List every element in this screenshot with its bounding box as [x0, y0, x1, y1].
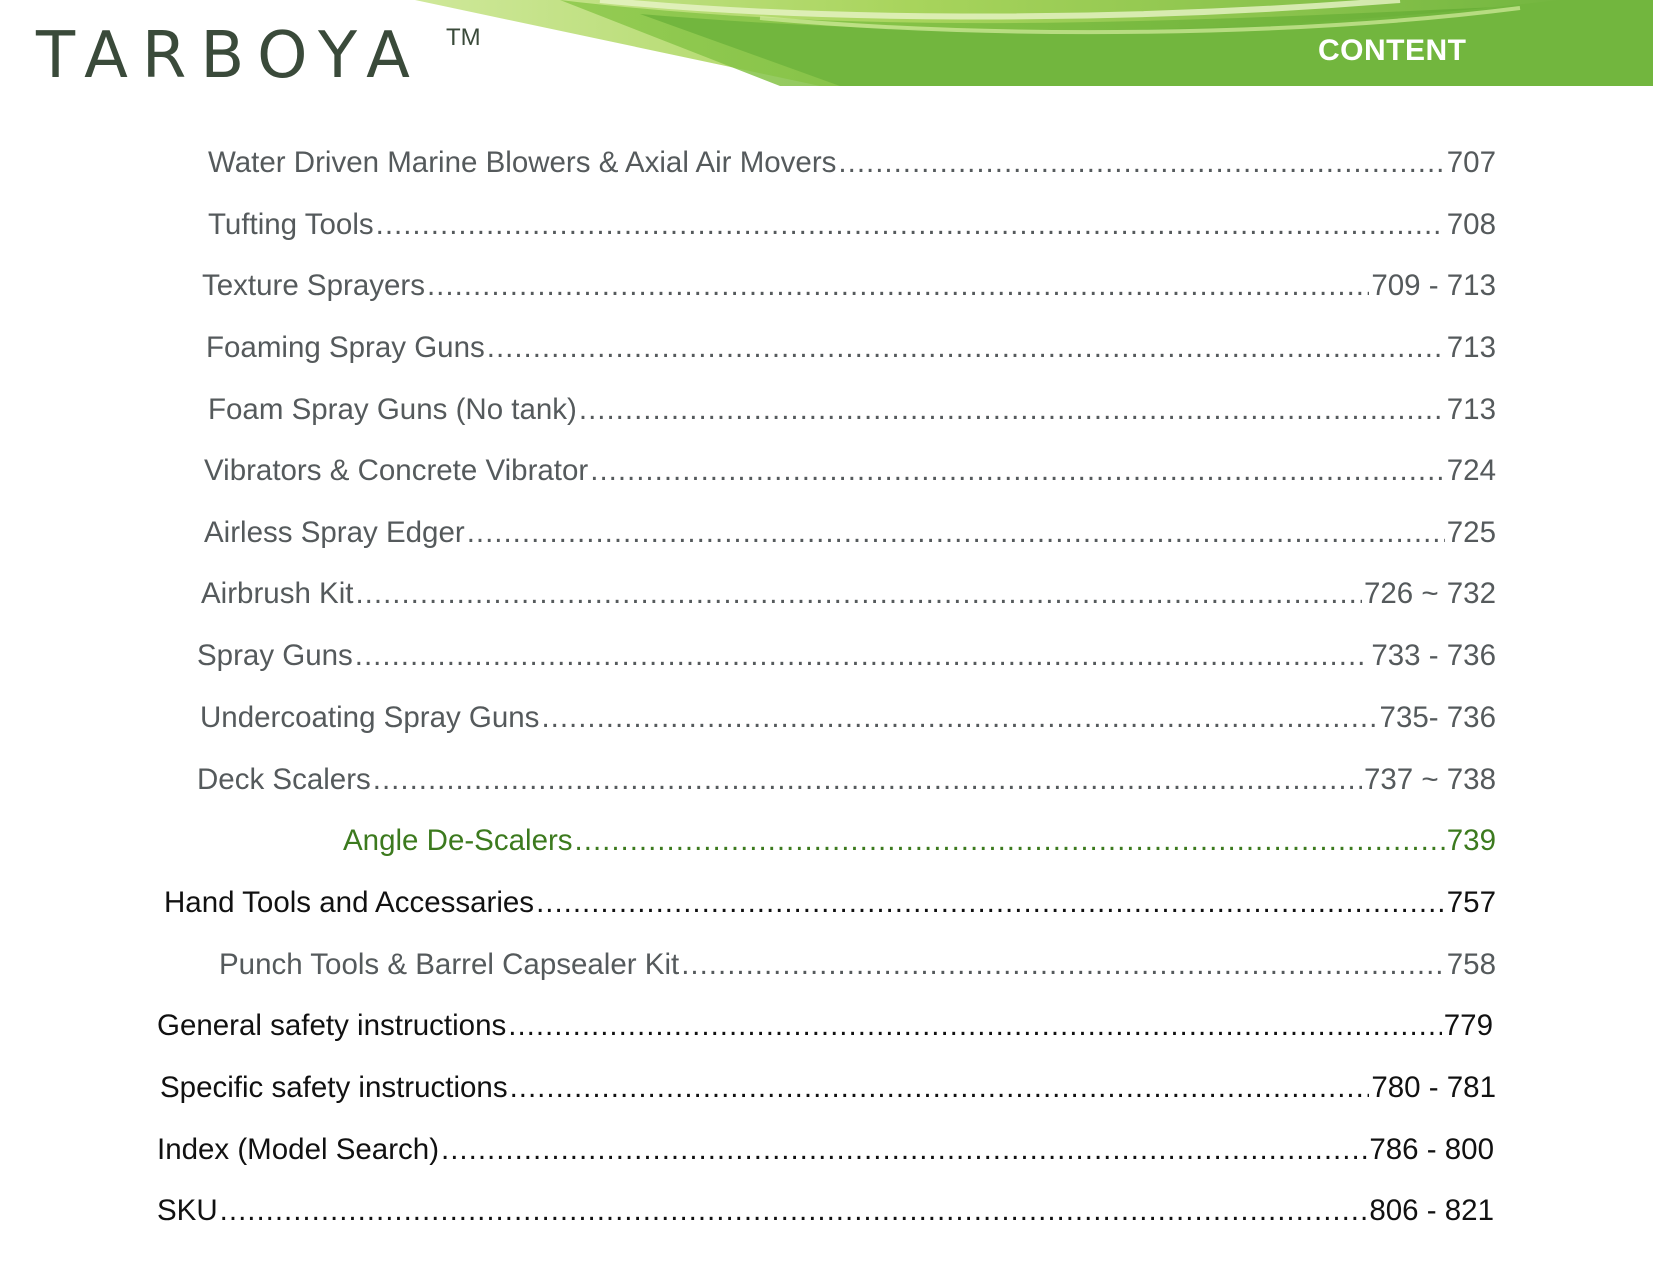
dot-leader	[575, 824, 1445, 858]
toc-entry-label: Tufting Tools	[208, 208, 374, 241]
toc-entry-page: 758	[1446, 948, 1496, 981]
dot-leader	[355, 639, 1370, 673]
dot-leader	[441, 1133, 1367, 1167]
toc-entry-label: SKU	[157, 1194, 218, 1227]
toc-entry[interactable]	[164, 886, 1496, 926]
toc-entry-page: 757	[1446, 886, 1496, 919]
toc-entry[interactable]	[200, 701, 1496, 741]
toc-entry-page: 735- 736	[1379, 701, 1496, 734]
toc-entry[interactable]	[208, 208, 1496, 248]
toc-entry-label: Hand Tools and Accessaries	[164, 886, 535, 919]
toc-entry-label: Vibrators & Concrete Vibrator	[204, 454, 589, 487]
toc-entry[interactable]	[343, 824, 1496, 864]
dot-leader	[510, 1071, 1370, 1105]
toc-entry-label: Texture Sprayers	[202, 269, 425, 302]
dot-leader	[487, 331, 1445, 365]
dot-leader	[541, 701, 1377, 735]
toc-entry-label: Angle De-Scalers	[343, 824, 573, 857]
toc-entry[interactable]	[201, 577, 1496, 617]
dot-leader	[376, 208, 1445, 242]
toc-entry[interactable]	[157, 1009, 1493, 1049]
toc-entry-label: Punch Tools & Barrel Capsealer Kit	[219, 948, 680, 981]
brand-logo	[36, 18, 424, 93]
toc-entry-label: Water Driven Marine Blowers & Axial Air Movers	[208, 146, 837, 179]
toc-entry-page: 709 - 713	[1371, 269, 1496, 302]
toc-entry-page: 779	[1443, 1009, 1493, 1042]
dot-leader	[838, 146, 1444, 180]
toc-entry[interactable]	[197, 763, 1496, 803]
toc-entry[interactable]	[202, 269, 1496, 309]
toc-entry[interactable]	[219, 948, 1496, 988]
toc-entry-label: Specific safety instructions	[160, 1071, 508, 1104]
toc-entry[interactable]	[206, 331, 1496, 371]
toc-entry-page: 737 ~ 738	[1363, 763, 1496, 796]
dot-leader	[536, 886, 1445, 920]
toc-entry[interactable]	[160, 1071, 1496, 1111]
toc-entry[interactable]	[197, 639, 1496, 679]
section-title: CONTENT	[1318, 34, 1467, 67]
brand-wordmark: TARBOYA	[36, 19, 424, 93]
toc-entry-label: General safety instructions	[157, 1009, 507, 1042]
toc-entry[interactable]	[208, 146, 1496, 186]
dot-leader	[427, 269, 1369, 303]
toc-entry[interactable]	[204, 454, 1496, 494]
toc-entry[interactable]	[157, 1194, 1494, 1234]
toc-entry-page: 725	[1446, 516, 1496, 549]
toc-entry-page: 713	[1446, 393, 1496, 426]
toc-entry-page: 733 - 736	[1371, 639, 1496, 672]
toc-entry[interactable]	[157, 1133, 1494, 1173]
dot-leader	[590, 454, 1445, 488]
dot-leader	[355, 577, 1361, 611]
toc-entry-page: 713	[1446, 331, 1496, 364]
toc-entry-page: 707	[1446, 146, 1496, 179]
page-header	[0, 0, 1653, 100]
toc-entry-page: 724	[1446, 454, 1496, 487]
toc-entry-label: Foaming Spray Guns	[206, 331, 485, 364]
dot-leader	[467, 516, 1445, 550]
toc-entry-page: 708	[1446, 208, 1496, 241]
dot-leader	[373, 763, 1362, 797]
toc-entry-label: Foam Spray Guns (No tank)	[208, 393, 577, 426]
dot-leader	[681, 948, 1445, 982]
dot-leader	[579, 393, 1445, 427]
dot-leader	[220, 1194, 1368, 1228]
trademark-mark: TM	[446, 24, 481, 51]
toc-entry-label: Airbrush Kit	[201, 577, 354, 610]
toc-entry-label: Airless Spray Edger	[204, 516, 465, 549]
toc-entry-label: Undercoating Spray Guns	[200, 701, 540, 734]
toc-entry-page: 726 ~ 732	[1363, 577, 1496, 610]
toc-entry-label: Spray Guns	[197, 639, 353, 672]
toc-entry-page: 806 - 821	[1369, 1194, 1494, 1227]
toc-entry[interactable]	[204, 516, 1496, 556]
toc-entry[interactable]	[208, 393, 1496, 433]
toc-entry-label: Index (Model Search)	[157, 1133, 440, 1166]
dot-leader	[508, 1009, 1442, 1043]
toc-entry-page: 780 - 781	[1371, 1071, 1496, 1104]
toc-entry-page: 786 - 800	[1369, 1133, 1494, 1166]
toc-entry-page: 739	[1446, 824, 1496, 857]
toc-entry-label: Deck Scalers	[197, 763, 371, 796]
